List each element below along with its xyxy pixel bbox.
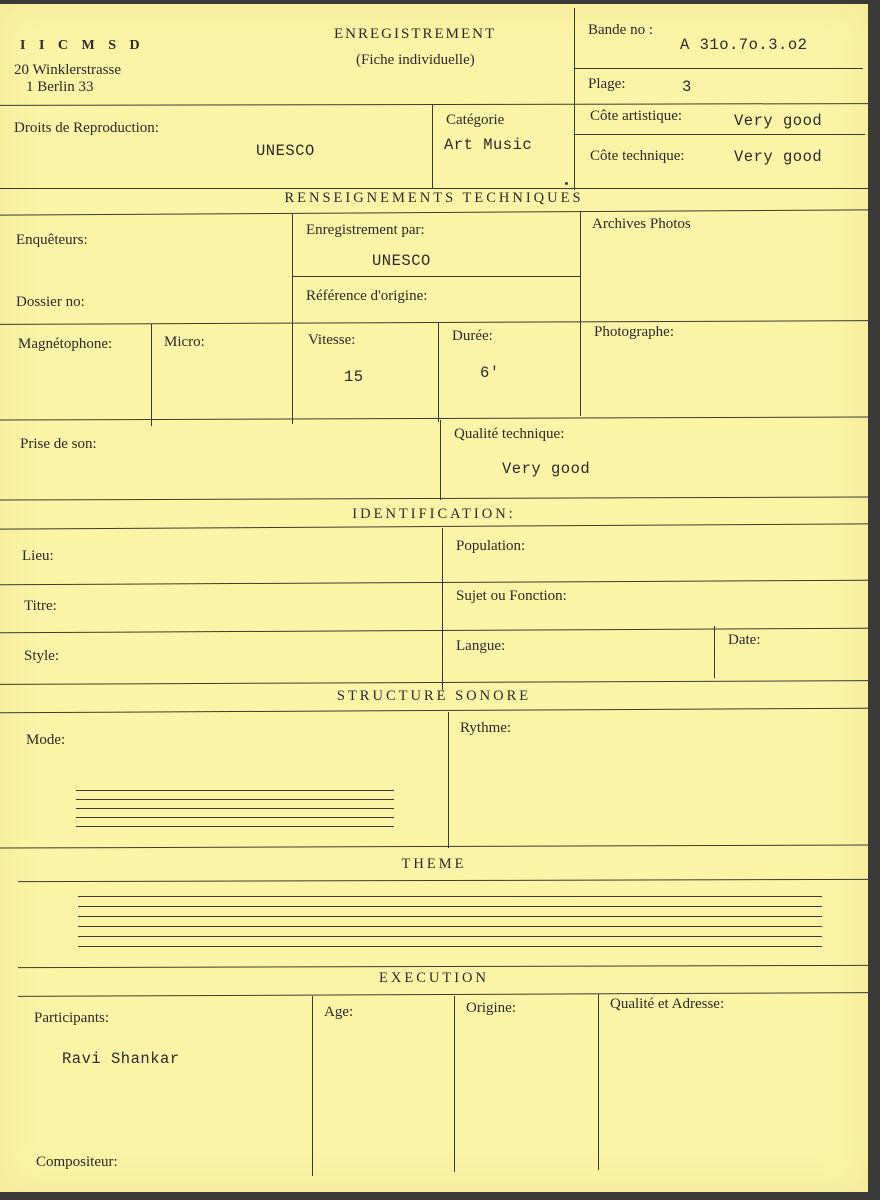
section-identification: IDENTIFICATION: xyxy=(352,506,516,522)
card-title: ENREGISTREMENT xyxy=(334,26,497,42)
magnetophone-label: Magnétophone: xyxy=(18,336,113,352)
prise-de-son-label: Prise de son: xyxy=(20,436,97,452)
cote-artistique-label: Côte artistique: xyxy=(590,108,683,124)
duree-label: Durée: xyxy=(452,328,493,344)
vitesse-label: Vitesse: xyxy=(308,332,356,348)
bande-value: A 31o.7o.3.o2 xyxy=(680,36,808,54)
titre-label: Titre: xyxy=(24,598,57,614)
population-label: Population: xyxy=(456,538,526,554)
section-theme: THEME xyxy=(401,856,467,872)
cote-artistique-value: Very good xyxy=(734,112,823,130)
mode-label: Mode: xyxy=(26,732,66,748)
address-line-2: 1 Berlin 33 xyxy=(26,79,94,95)
archives-photos-label: Archives Photos xyxy=(592,216,691,232)
langue-label: Langue: xyxy=(456,638,506,654)
qualite-adresse-label: Qualité et Adresse: xyxy=(610,996,725,1012)
qualite-technique-value: Very good xyxy=(502,460,591,478)
enqueteurs-label: Enquêteurs: xyxy=(16,232,88,248)
cote-technique-label: Côte technique: xyxy=(590,148,685,164)
age-label: Age: xyxy=(324,1004,354,1020)
participants-value: Ravi Shankar xyxy=(62,1050,180,1068)
droits-label: Droits de Reproduction: xyxy=(14,120,159,136)
reference-label: Référence d'origine: xyxy=(306,288,428,304)
style-label: Style: xyxy=(24,648,60,664)
participants-label: Participants: xyxy=(34,1010,109,1026)
compositeur-label: Compositeur: xyxy=(36,1154,118,1170)
plage-value: 3 xyxy=(682,78,692,96)
enregistrement-par-label: Enregistrement par: xyxy=(306,222,425,238)
origine-label: Origine: xyxy=(466,1000,516,1016)
micro-label: Micro: xyxy=(164,334,205,350)
categorie-value: Art Music xyxy=(444,136,533,154)
dossier-label: Dossier no: xyxy=(16,294,85,310)
qualite-technique-label: Qualité technique: xyxy=(454,426,565,442)
plage-label: Plage: xyxy=(588,76,626,92)
org-logo: I I C M S D xyxy=(20,38,145,53)
vitesse-value: 15 xyxy=(344,368,364,386)
cote-technique-value: Very good xyxy=(734,148,823,166)
enregistrement-par-value: UNESCO xyxy=(372,252,431,270)
sujet-label: Sujet ou Fonction: xyxy=(456,588,567,604)
categorie-label: Catégorie xyxy=(446,112,505,128)
card-subtitle: (Fiche individuelle) xyxy=(356,52,475,68)
address-line-1: 20 Winklerstrasse xyxy=(14,62,122,78)
index-card xyxy=(0,4,868,1192)
ink-dot xyxy=(565,182,568,185)
section-technical: RENSEIGNEMENTS TECHNIQUES xyxy=(284,190,584,206)
section-structure: STRUCTURE SONORE xyxy=(336,688,532,704)
photographe-label: Photographe: xyxy=(594,324,674,340)
droits-value: UNESCO xyxy=(256,142,315,160)
duree-value: 6' xyxy=(480,364,500,382)
bande-label: Bande no : xyxy=(588,22,653,38)
lieu-label: Lieu: xyxy=(22,548,54,564)
date-label: Date: xyxy=(728,632,761,648)
rythme-label: Rythme: xyxy=(460,720,512,736)
section-execution: EXECUTION xyxy=(379,970,489,986)
